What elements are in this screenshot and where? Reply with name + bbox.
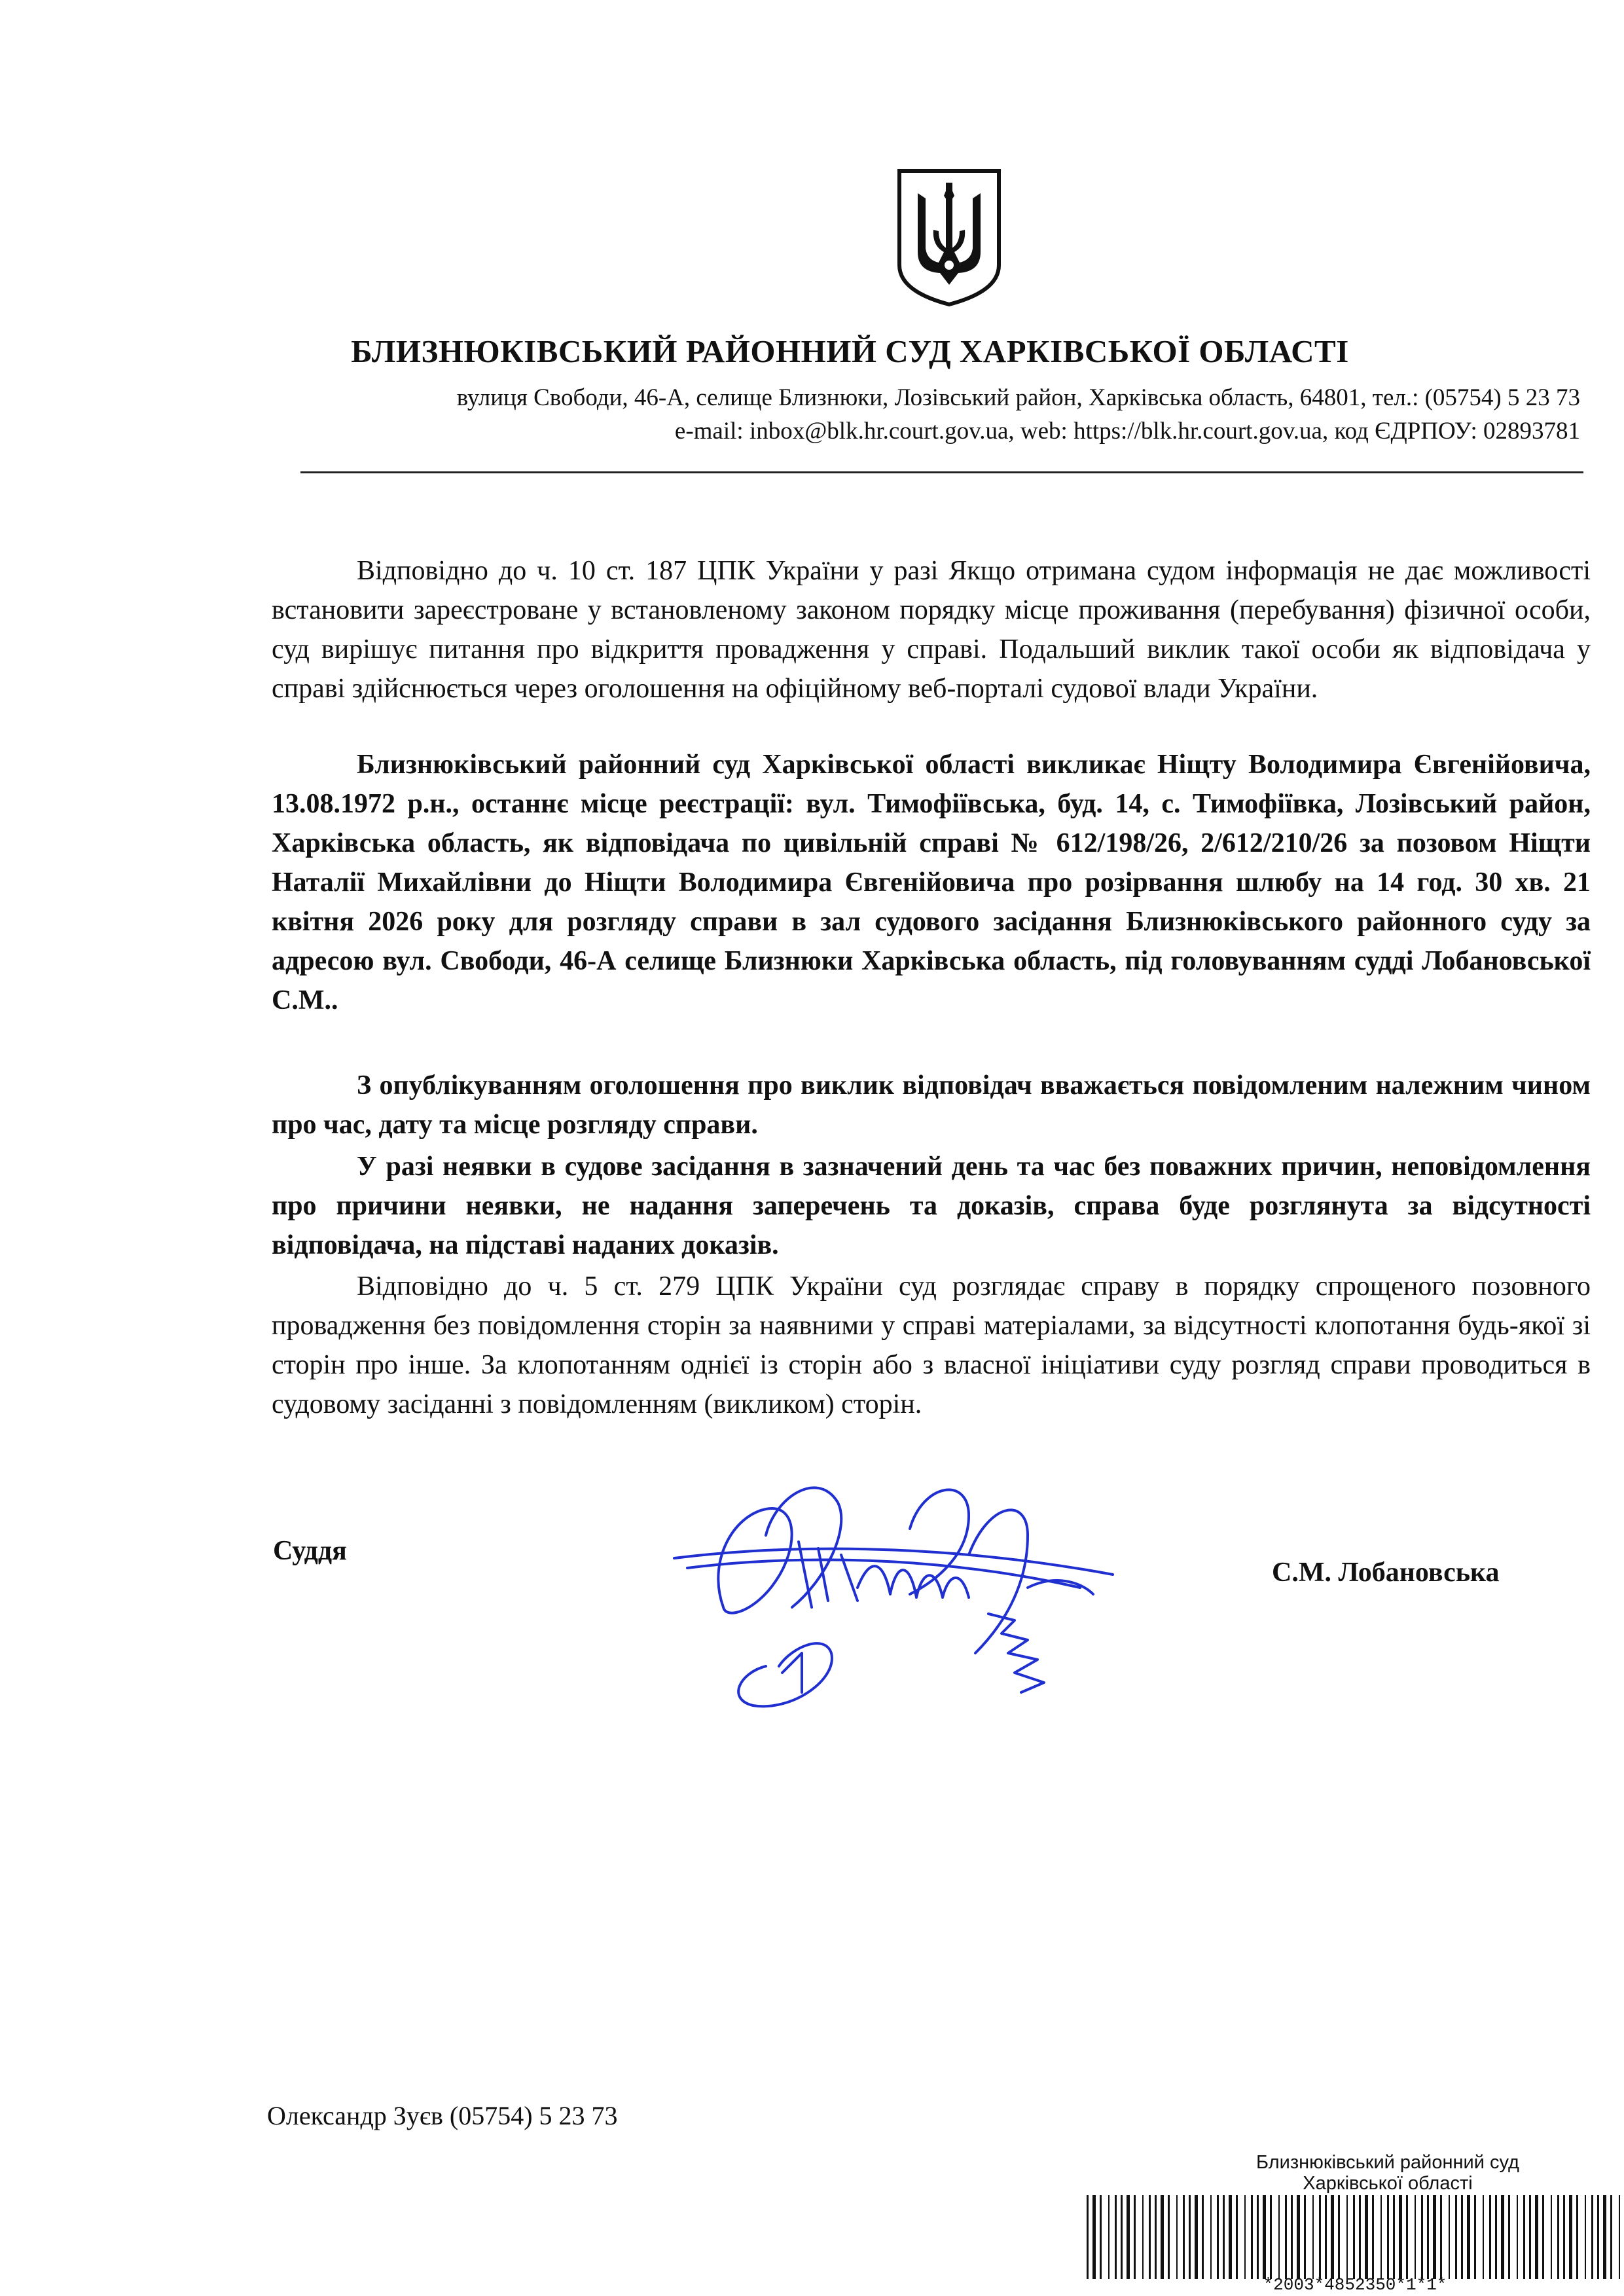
judge-label: Суддя <box>273 1536 347 1566</box>
registration-stamp <box>1152 2152 1623 2194</box>
court-contacts-line: e-mail: inbox@blk.hr.court.gov.ua, web: https://blk.hr.court.gov.ua, код ЄДРПОУ: 02893781 <box>674 418 1580 445</box>
barcode-number: *2003*4852350*1*1* <box>1263 2275 1447 2295</box>
stamp-line-1: Близнюківський районний суд <box>1256 2152 1519 2173</box>
paragraph-legal-basis: Відповідно до ч. 10 ст. 187 ЦПК України у разі Якщо отримана судом інформація не дає можливості встановити зареєстроване у встановленому законом порядку місце проживання (перебування) фізичної особи, суд вирішує питання про відкриття провадження у справі. Подальший виклик такої особи як відповідача у справі здійснюється через оголошення на офіційному веб-порталі судової влади України. <box>272 556 1591 704</box>
paragraph-simplified-procedure: Відповідно до ч. 5 ст. 279 ЦПК України суд розглядає справу в порядку спрощеного позовного провадження без повідомлення сторін за наявними у справі матеріалами, за відсутності клопотання будь-якої зі сторін про інше. За клопотанням однієї із сторін або з власної ініціативи суду розгляд справи проводиться в судовому засіданні з повідомленням (викликом) сторін. <box>272 1271 1591 1419</box>
barcode-icon <box>1087 2195 1623 2280</box>
paragraph-summons: Близнюківський районний суд Харківської області викликає Ніщту Володимира Євгенійовича, 13.08.1972 р.н., останнє місце реєстрації: вул. Тимофіївська, буд. 14, с. Тимофіївка, Лозівський район, Харківська область, як відповідача по цивільній справі № 612/198/26, 2/612/210/26 за позовом Ніщти Наталії Михайлівни до Ніщти Володимира Євгенійовича про розірвання шлюбу на 14 год. 30 хв. 21 квітня 2026 року для розгляду справи в зал судового засідання Близнюківського районного суду за адресою вул. Свободи, 46-А селище Близнюки Харківська область, під головуванням судді Лобановської С.М.. <box>272 750 1591 1015</box>
stamp-line-2: Харківської області <box>1303 2173 1473 2194</box>
judge-signature <box>661 1457 1119 1738</box>
paragraph-notice-effect: З опублікуванням оголошення про виклик відповідач вважається повідомленим належним чином про час, дату та місце розгляду справи. <box>272 1070 1591 1140</box>
judge-name: С.М. Лобановська <box>1272 1558 1500 1588</box>
paragraph-absence-consequence: У разі неявки в судове засідання в зазначений день та час без поважних причин, неповідомлення про причини неявки, не надання заперечень та доказів, справа буде розглянута за відсутності відповідача, на підставі наданих доказів. <box>272 1152 1591 1260</box>
executor-contact: Олександр Зуєв (05754) 5 23 73 <box>267 2101 618 2130</box>
court-name-heading: БЛИЗНЮКІВСЬКИЙ РАЙОННИЙ СУД ХАРКІВСЬКОЇ ОБЛАСТІ <box>351 333 1349 369</box>
trident-emblem-icon <box>894 167 1004 308</box>
header-divider <box>300 471 1583 473</box>
court-address-line: вулиця Свободи, 46-А, селище Близнюки, Лозівський район, Харківська область, 64801, тел.: (05754) 5 23 73 <box>456 384 1580 411</box>
